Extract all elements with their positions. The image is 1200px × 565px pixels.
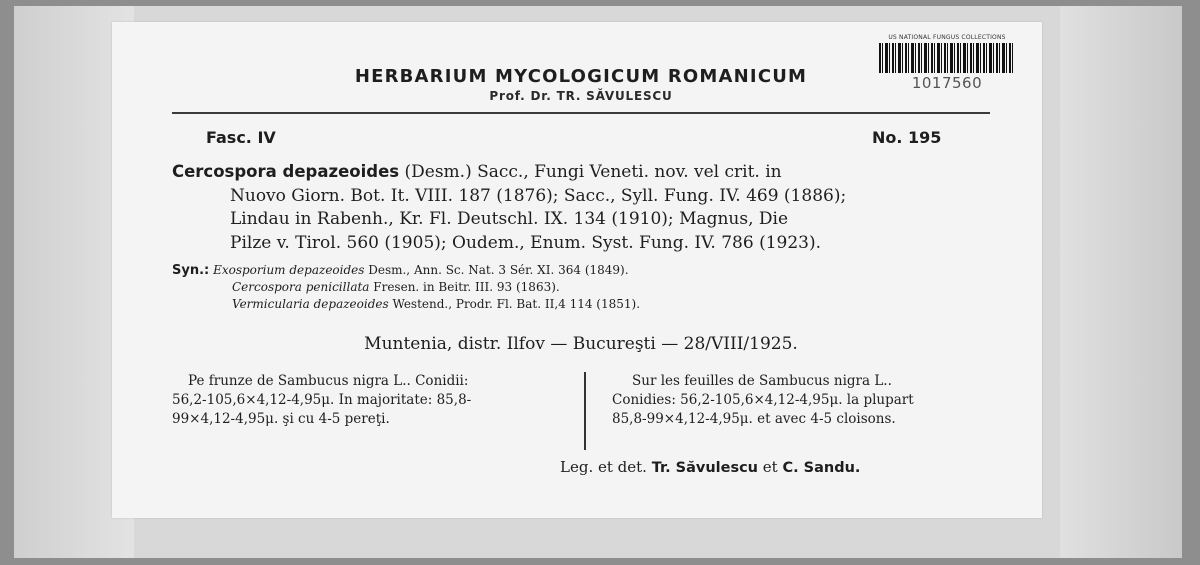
species-name: Cercospora depazeoides — [172, 162, 400, 181]
envelope-flap-right — [1060, 6, 1182, 558]
header-rule — [172, 112, 990, 114]
citation-line-1-rest: (Desm.) Sacc., Fungi Veneti. nov. vel crit. in — [399, 162, 782, 182]
description-line: 56,2-105,6×4,12-4,95μ. In majoritate: 85,8- — [172, 392, 472, 408]
fascicle-label: Fasc. IV — [206, 128, 276, 147]
description-french — [612, 372, 996, 429]
collector-name: C. Sandu. — [782, 460, 861, 476]
taxonomic-citation — [172, 160, 992, 255]
label-header — [176, 66, 986, 103]
synonym-name: Cercospora penicillata — [232, 280, 370, 294]
synonym-name: Vermicularia depazeoides — [232, 297, 389, 311]
collectors-prefix: Leg. et det. — [560, 458, 652, 476]
description-line: 99×4,12-4,95μ. şi cu 4-5 pereţi. — [172, 411, 390, 427]
description-line: Sur les feuilles de Sambucus nigra L.. — [632, 373, 892, 389]
citation-line-4: Pilze v. Tirol. 560 (1905); Oudem., Enum. Syst. Fung. IV. 786 (1923). — [230, 232, 822, 253]
collector-name: Tr. Săvulescu — [651, 460, 758, 476]
barcode-number: 1017560 — [911, 74, 983, 92]
description-line: 85,8-99×4,12-4,95μ. et avec 4-5 cloisons. — [612, 411, 896, 427]
synonym-name: Exosporium depazeoides — [213, 263, 365, 277]
barcode-caption: US NATIONAL FUNGUS COLLECTIONS — [888, 34, 1006, 41]
synonyms-label: Syn.: — [172, 263, 210, 278]
description-line: Pe frunze de Sambucus nigra L.. Conidii: — [188, 373, 469, 389]
synonym-reference: Fresen. in Beitr. III. 93 (1863). — [369, 280, 560, 294]
synonyms-block — [172, 262, 992, 313]
specimen-number: No. 195 — [872, 128, 942, 147]
citation-line-3: Lindau in Rabenh., Kr. Fl. Deutschl. IX. 134 (1910); Magnus, Die — [230, 209, 789, 229]
synonym-reference: Desm., Ann. Sc. Nat. 3 Sér. XI. 364 (1849). — [364, 263, 629, 277]
synonym-reference: Westend., Prodr. Fl. Bat. II,4 114 (1851). — [388, 297, 641, 311]
synonym-line — [172, 262, 992, 279]
description-romanian — [172, 372, 572, 429]
synonym-line — [172, 279, 992, 296]
locality-line: Muntenia, distr. Ilfov — Bucureşti — 28/VIII/1925. — [364, 334, 798, 354]
synonym-line — [172, 296, 992, 313]
herbarium-subtitle: Prof. Dr. TR. SĂVULESCU — [489, 89, 673, 103]
collectors-conjunction: et — [758, 458, 783, 476]
description-line: Conidies: 56,2-105,6×4,12-4,95μ. la plupart — [612, 392, 914, 408]
citation-line-2: Nuovo Giorn. Bot. It. VIII. 187 (1876); Sacc., Syll. Fung. IV. 469 (1886); — [230, 185, 847, 206]
herbarium-title: HERBARIUM MYCOLOGICUM ROMANICUM — [354, 66, 808, 87]
column-divider — [584, 372, 586, 450]
citation-line-1 — [172, 160, 992, 185]
collectors-line — [560, 458, 860, 476]
